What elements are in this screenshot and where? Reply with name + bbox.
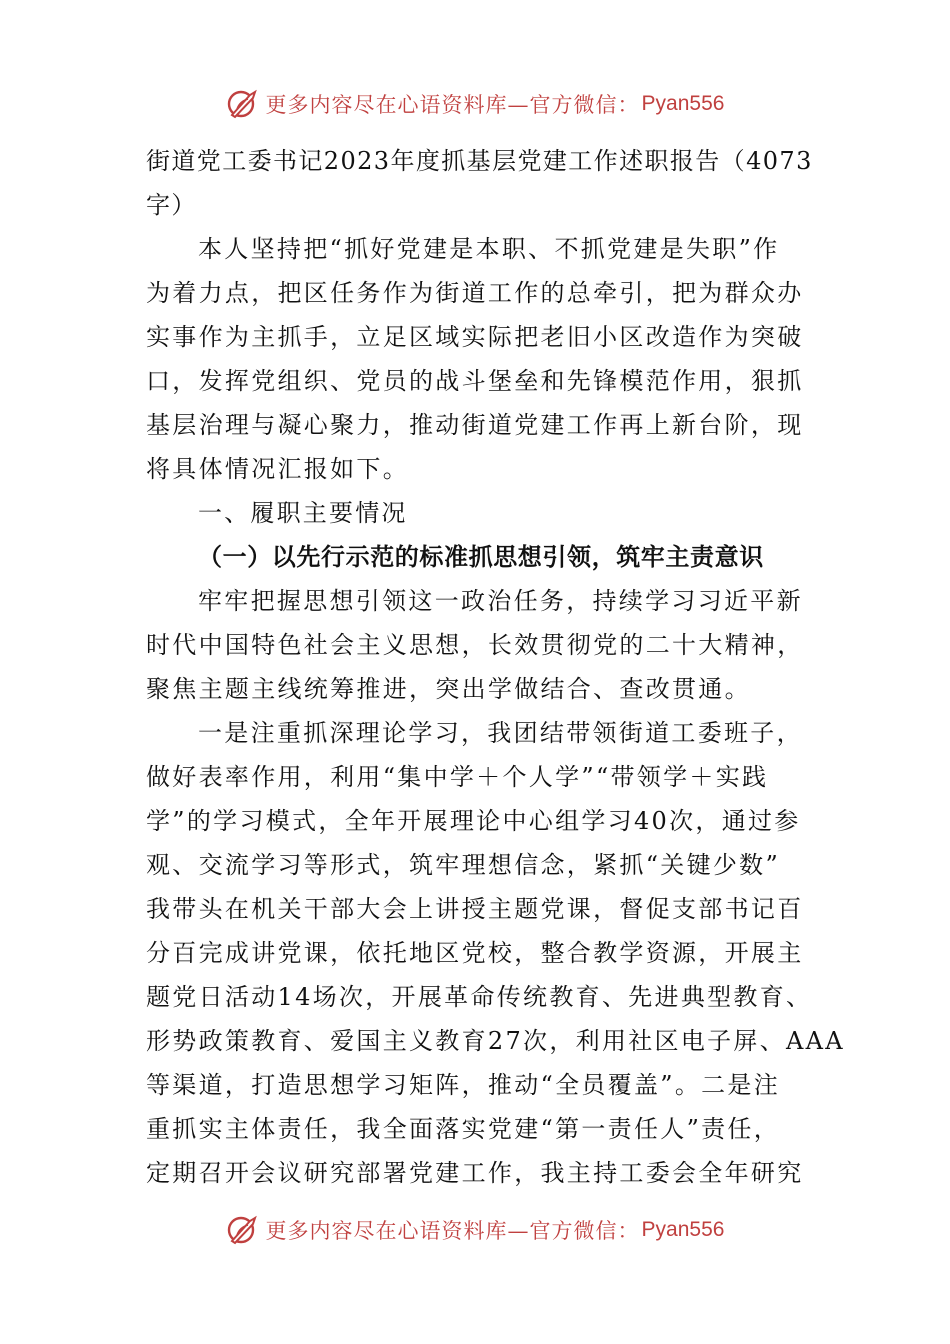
text-line: 形势政策教育、爱国主义教育27次，利用社区电子屏、AAA bbox=[146, 1027, 845, 1055]
pen-logo-icon bbox=[226, 87, 260, 121]
paragraph-1 bbox=[146, 579, 806, 711]
subsection-heading: （一）以先行示范的标准抓思想引领，筑牢主责意识 bbox=[198, 543, 764, 571]
section-heading: 一、履职主要情况 bbox=[198, 499, 408, 527]
watermark-banner-top bbox=[0, 84, 950, 124]
text-line: 基层治理与凝心聚力，推动街道党建工作再上新台阶，现 bbox=[146, 411, 804, 439]
watermark-wechat-id: Pyan556 bbox=[641, 92, 725, 115]
text-line: 时代中国特色社会主义思想，长效贯彻党的二十大精神， bbox=[146, 631, 804, 659]
paragraph-2 bbox=[146, 711, 845, 1195]
document-body bbox=[146, 139, 845, 1195]
watermark-banner-bottom bbox=[0, 1210, 950, 1250]
text-line: 本人坚持把“抓好党建是本职、不抓党建是失职”作 bbox=[198, 235, 780, 263]
text-line: 等渠道，打造思想学习矩阵，推动“全员覆盖”。二是注 bbox=[146, 1071, 781, 1099]
text-line: 口，发挥党组织、党员的战斗堡垒和先锋模范作用，狠抓 bbox=[146, 367, 804, 395]
text-line: 做好表率作用，利用“集中学＋个人学”“带领学＋实践 bbox=[146, 763, 769, 791]
watermark-text: 更多内容尽在心语资料库—官方微信： bbox=[265, 1219, 640, 1243]
text-line: 定期召开会议研究部署党建工作，我主持工委会全年研究 bbox=[146, 1159, 804, 1187]
text-line: 聚焦主题主线统筹推进，突出学做结合、查改贯通。 bbox=[146, 675, 751, 703]
text-line: 一是注重抓深理论学习，我团结带领街道工委班子， bbox=[198, 719, 803, 747]
text-line: 学”的学习模式，全年开展理论中心组学习40次，通过参 bbox=[146, 807, 801, 835]
document-title-line-1: 街道党工委书记2023年度抓基层党建工作述职报告（4073 bbox=[146, 147, 813, 175]
text-line: 实事作为主抓手，立足区域实际把老旧小区改造作为突破 bbox=[146, 323, 804, 351]
text-line: 为着力点，把区任务作为街道工作的总牵引，把为群众办 bbox=[146, 279, 804, 307]
document-title-line-2: 字） bbox=[146, 191, 197, 219]
text-line: 将具体情况汇报如下。 bbox=[146, 455, 409, 483]
watermark-wechat-id: Pyan556 bbox=[641, 1218, 725, 1241]
text-line: 重抓实主体责任，我全面落实党建“第一责任人”责任， bbox=[146, 1115, 781, 1143]
text-line: 分百完成讲党课，依托地区党校，整合教学资源，开展主 bbox=[146, 939, 804, 967]
text-line: 我带头在机关干部大会上讲授主题党课，督促支部书记百 bbox=[146, 895, 804, 923]
text-line: 题党日活动14场次，开展革命传统教育、先进典型教育、 bbox=[146, 983, 813, 1011]
pen-logo-icon bbox=[226, 1213, 260, 1247]
watermark-text: 更多内容尽在心语资料库—官方微信： bbox=[265, 93, 640, 117]
text-line: 牢牢把握思想引领这一政治任务，持续学习习近平新 bbox=[198, 587, 803, 615]
intro-paragraph bbox=[146, 227, 806, 491]
text-line: 观、交流学习等形式，筑牢理想信念，紧抓“关键少数” bbox=[146, 851, 781, 879]
